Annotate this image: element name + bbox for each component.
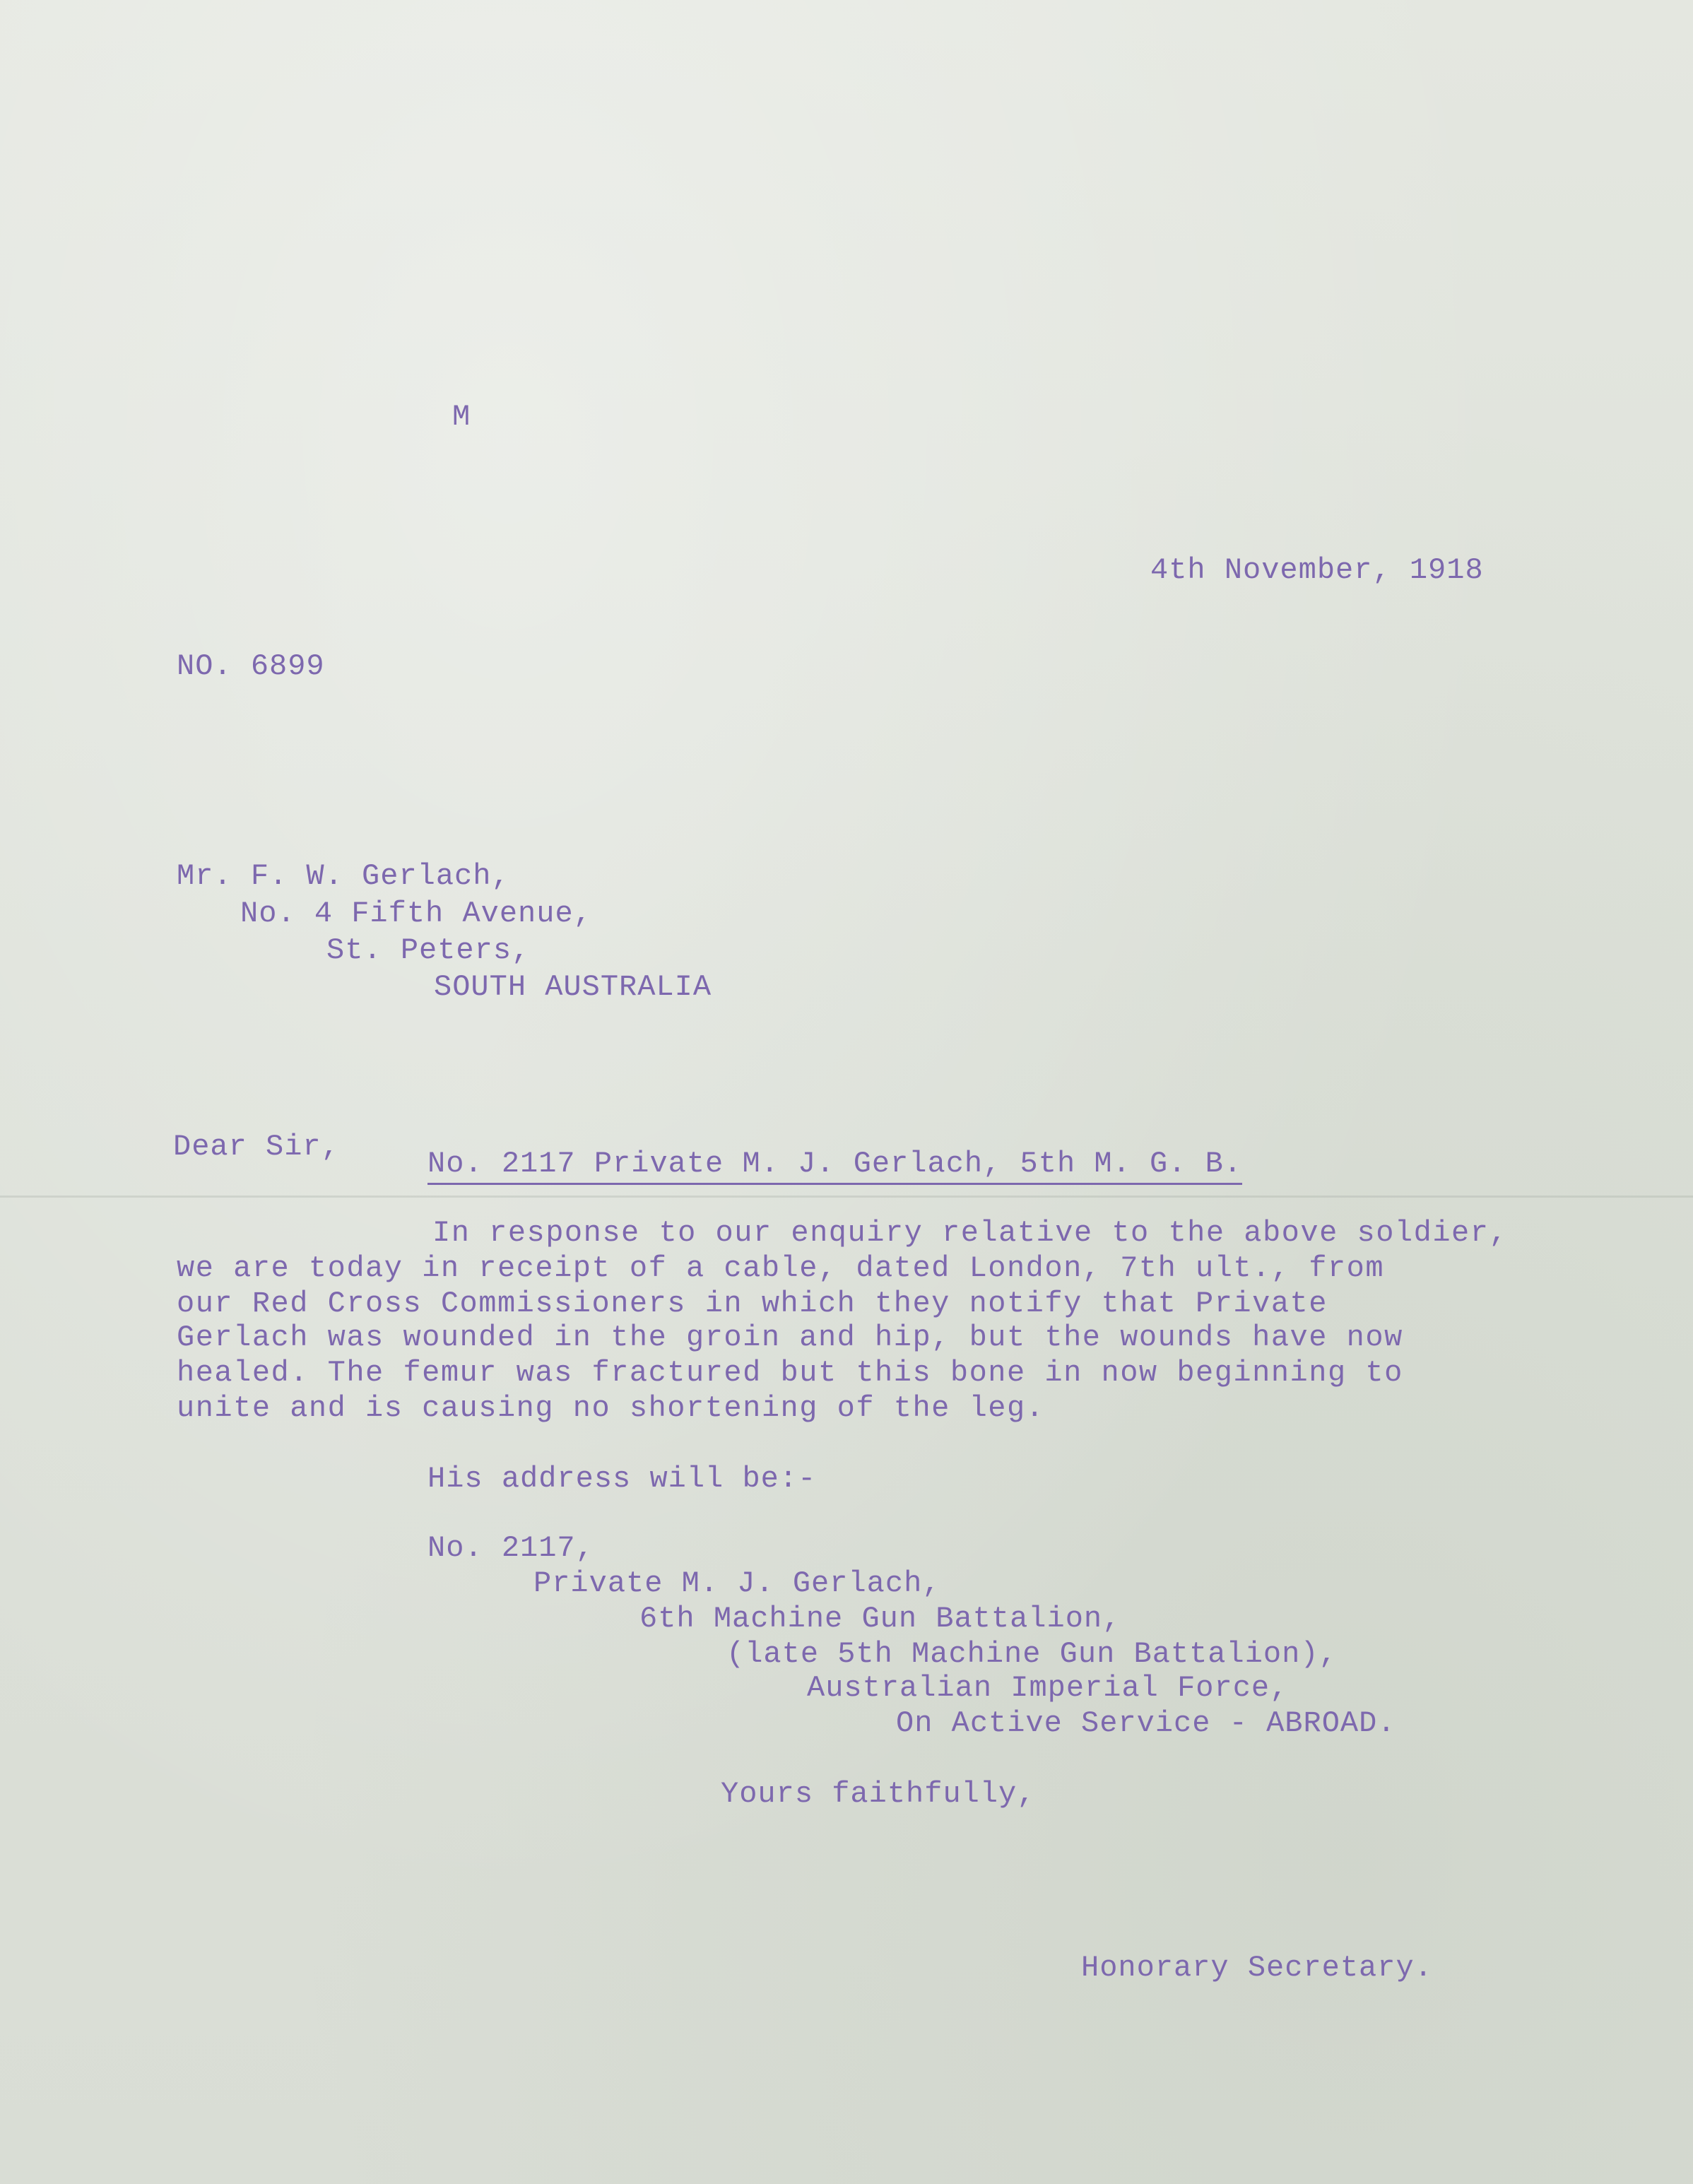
body-line-1: In response to our enquiry relative to the above soldier, — [432, 1216, 1509, 1250]
body-line-6: unite and is causing no shortening of the leg. — [177, 1391, 1045, 1425]
signatory-title: Honorary Secretary. — [1081, 1951, 1433, 1985]
reference-number: NO. 6899 — [177, 649, 325, 683]
subject-line: No. 2117 Private M. J. Gerlach, 5th M. G. B. — [427, 1146, 1242, 1185]
letter-date: 4th November, 1918 — [1150, 553, 1484, 587]
recipient-street: No. 4 Fifth Avenue, — [240, 897, 592, 931]
body-line-4: Gerlach was wounded in the groin and hip, but the wounds have now — [177, 1321, 1403, 1354]
soldier-address-line-4: (late 5th Machine Gun Battalion), — [726, 1637, 1338, 1671]
closing: Yours faithfully, — [721, 1777, 1036, 1811]
body-line-2: we are today in receipt of a cable, dated London, 7th ult., from — [177, 1251, 1385, 1285]
soldier-address-line-3: 6th Machine Gun Battalion, — [639, 1602, 1121, 1636]
soldier-address-line-1: No. 2117, — [427, 1531, 594, 1565]
letter-mark: M — [452, 400, 471, 434]
body-line-3: our Red Cross Commissioners in which they notify that Private — [177, 1287, 1328, 1321]
soldier-address-line-5: Australian Imperial Force, — [807, 1671, 1289, 1705]
paper-fold-line — [0, 1196, 1693, 1198]
recipient-suburb: St. Peters, — [326, 933, 531, 967]
soldier-address-line-6: On Active Service - ABROAD. — [896, 1706, 1396, 1740]
address-intro: His address will be:- — [427, 1462, 817, 1496]
soldier-address-line-2: Private M. J. Gerlach, — [533, 1566, 941, 1600]
recipient-state: SOUTH AUSTRALIA — [434, 970, 712, 1004]
recipient-name: Mr. F. W. Gerlach, — [177, 859, 510, 893]
salutation: Dear Sir, — [173, 1130, 340, 1164]
body-line-5: healed. The femur was fractured but this bone in now beginning to — [177, 1356, 1403, 1390]
